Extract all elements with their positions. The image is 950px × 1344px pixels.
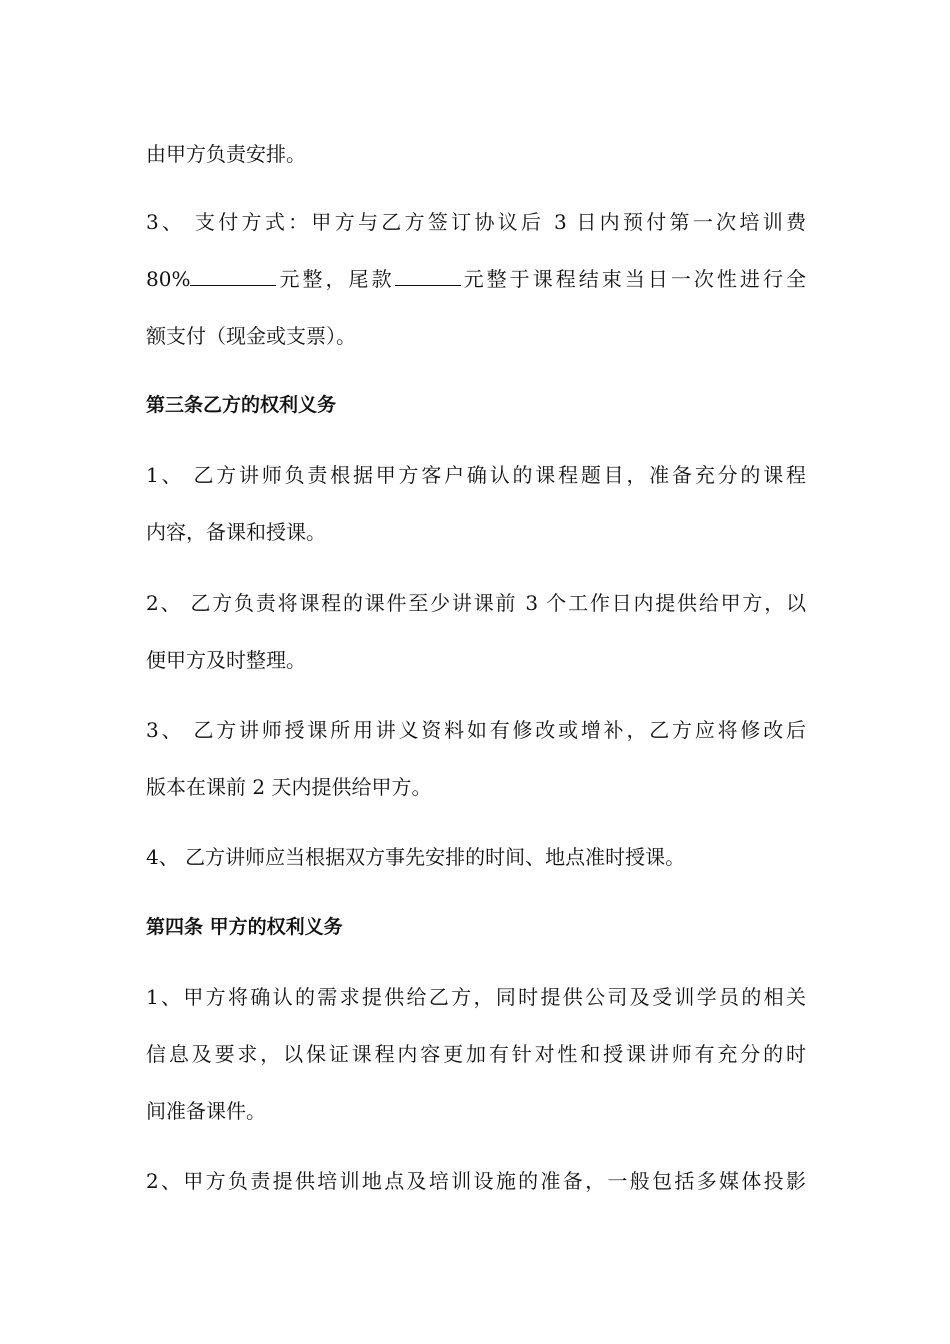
clause-line: 间准备课件。	[146, 1099, 266, 1123]
balance-blank	[395, 267, 461, 286]
clause-line: 3、 乙方讲师授课所用讲义资料如有修改或增补，乙方应将修改后	[146, 718, 806, 742]
clause-line: 2、甲方负责提供培训地点及培训设施的准备，一般包括多媒体投影	[146, 1169, 806, 1193]
percent-text: 80%	[146, 267, 191, 291]
clause-line: 1、 乙方讲师负责根据甲方客户确认的课程题目，准备充分的课程	[146, 463, 806, 487]
clause-line: 4、 乙方讲师应当根据双方事先安排的时间、地点准时授课。	[146, 845, 686, 869]
amount-blank	[190, 267, 276, 286]
clause-line: 1、甲方将确认的需求提供给乙方，同时提供公司及受训学员的相关	[146, 985, 806, 1009]
clause-line: 信息及要求，以保证课程内容更加有针对性和授课讲师有充分的时	[146, 1042, 806, 1066]
paragraph-line: 由甲方负责安排。	[146, 142, 306, 166]
clause-line: 2、 乙方负责将课程的课件至少讲课前 3 个工作日内提供给甲方，以	[146, 591, 806, 615]
payment-method-line: 3、 支付方式：甲方与乙方签订协议后 3 日内预付第一次培训费	[146, 210, 806, 234]
section-heading: 第三条乙方的权利义务	[146, 394, 337, 416]
payment-amount-line	[146, 265, 806, 293]
section-heading: 第四条 甲方的权利义务	[146, 916, 343, 938]
clause-line: 版本在课前 2 天内提供给甲方。	[146, 775, 432, 799]
mid-text: 元整，尾款	[276, 267, 395, 291]
clause-line: 便甲方及时整理。	[146, 648, 306, 672]
clause-line: 内容，备课和授课。	[146, 520, 326, 544]
paragraph-line: 额支付（现金或支票）。	[146, 324, 356, 348]
post-text: 元整于课程结束当日一次性进行全	[460, 267, 806, 291]
